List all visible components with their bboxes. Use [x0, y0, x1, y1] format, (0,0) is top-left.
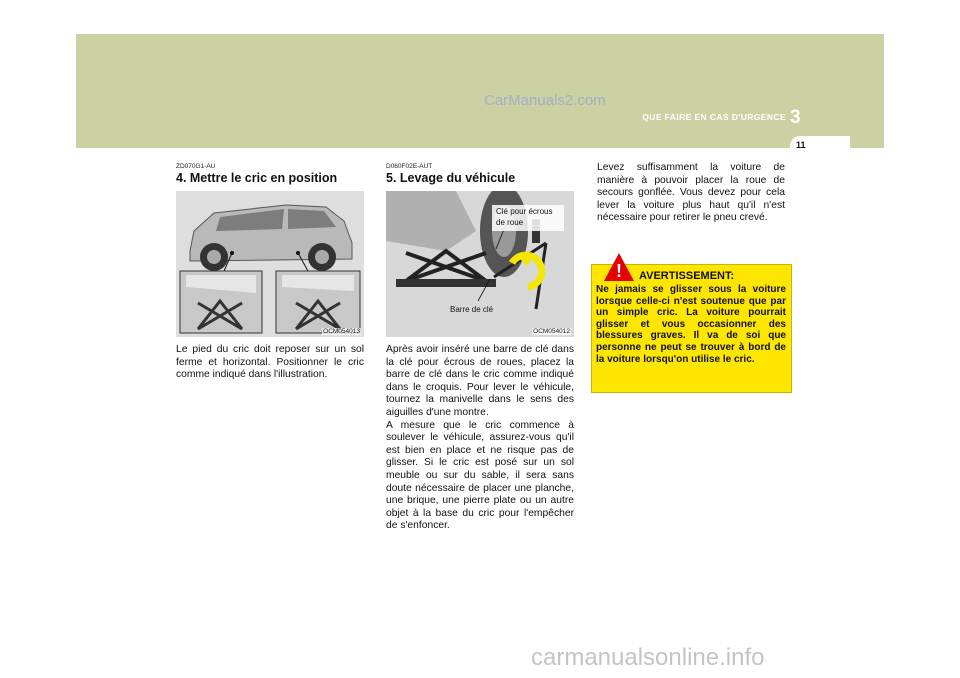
- section-code: ZD070G1-AU: [176, 163, 216, 170]
- chapter-title: QUE FAIRE EN CAS D'URGENCE: [642, 112, 786, 122]
- label-wheel-wrench: Clé pour écrous: [496, 207, 553, 216]
- section-heading: 5. Levage du véhicule: [386, 171, 516, 185]
- label-wheel-wrench-line2: de roue: [496, 218, 524, 227]
- paragraph: Le pied du cric doit reposer sur un sol ferme et horizontal. Positionner le cric comme indiqué dans l'illustration.: [176, 344, 364, 381]
- figure-jack-position: [176, 191, 364, 337]
- section-lifting: [386, 163, 574, 533]
- section-jack-position: [176, 163, 364, 382]
- figure-code: OCM054013: [323, 328, 360, 335]
- figure-code: OCM054012: [533, 328, 570, 335]
- header-watermark: CarManuals2.com: [484, 92, 606, 109]
- paragraph: Levez suffisamment la voiture de manière à pouvoir placer la roue de secours gonflée. Vous devez pour cela lever la voiture plus haut qu'il n'est nécessaire pour retirer le pneu crevé.: [597, 162, 785, 224]
- section-heading: 4. Mettre le cric en position: [176, 171, 338, 185]
- warning-body: Ne jamais se glisser sous la voiture lorsque celle-ci n'est soutenue que par un simple cric. La voiture pourrait glisser et vous occasionner des blessures graves. Il va de soi que personne ne peut se trouver à bord de la voiture lorsqu'on utilise le cric.: [596, 284, 786, 365]
- suv-jack-illustration: [176, 191, 364, 337]
- section-code: D060F02E-AUT: [386, 163, 433, 170]
- footer-watermark: carmanualsonline.info: [531, 644, 765, 671]
- paragraph: A mesure que le cric commence à soulever le véhicule, assurez-vous qu'il est bien en place et ne risque pas de glisser. Si le cric est posé sur un sol meuble ou sur du sable, il sera sans doute nécessaire de placer une planche, une brique, une pierre plate ou un autre objet à la base du cric pour l'empêcher de s'enfoncer.: [386, 419, 574, 532]
- label-wrench-bar: Barre de clé: [450, 305, 494, 314]
- page-number: 11: [796, 140, 806, 150]
- header-band: [76, 34, 884, 148]
- chapter-number: 3: [790, 107, 801, 128]
- section-lift-height: [597, 162, 785, 225]
- warning-icon: [603, 252, 635, 287]
- warning-icon-symbol: !: [616, 261, 622, 281]
- paragraph: Après avoir inséré une barre de clé dans la clé pour écrous de roues, placez la barre de clé dans le cric comme indiqué dans le croquis. Pour lever le véhicule, tournez la manivelle dans le sens des aiguilles d'une montre.: [386, 344, 574, 418]
- warning-title: AVERTISSEMENT:: [639, 270, 735, 282]
- figure-lifting: [386, 191, 574, 337]
